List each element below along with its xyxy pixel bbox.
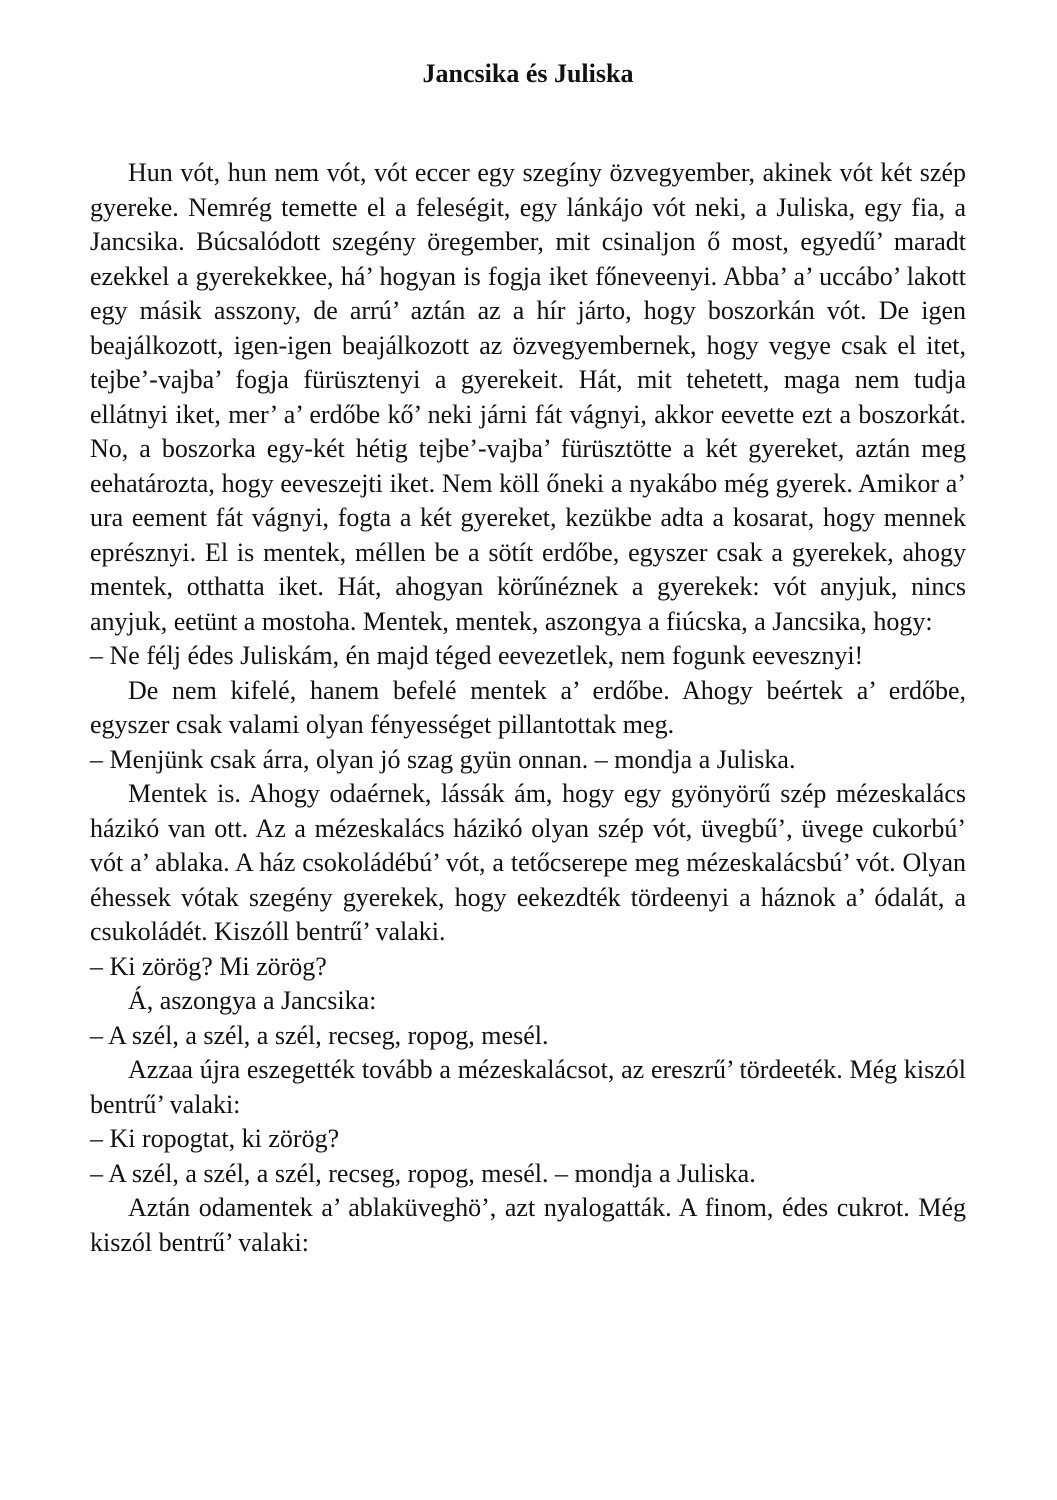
dialogue-line: – Ne félj édes Juliskám, én majd téged eevezetlek, nem fogunk eevesznyi!	[90, 641, 864, 670]
dialogue-line: – Ki zörög? Mi zörög?	[90, 951, 327, 981]
paragraph: Mentek is. Ahogy odaérnek, lássák ám, hogy egy gyönyörű szép mézeskalács házikó van ott. Az a mézeskalács házikó olyan szép vót, üvegbű’, üvege cukorbú’ vót a’ ablaka. A ház csokoládébú’ vót, a tetőcserepe meg mézeskalácsbú’ vót. Olyan éhessek vótak szegény gyerekek, hogy eekezdték tördeenyi a háznok a’ ódalát, a csukoládét. Kiszóll bentrű’ valaki.	[90, 779, 966, 946]
paragraph: Á, aszongya a Jancsika:	[128, 986, 377, 1015]
dialogue-line: – A szél, a szél, a szél, recseg, ropog, mesél. – mondja a Juliska.	[90, 1158, 756, 1188]
dialogue-line: – Menjünk csak árra, olyan jó szag gyün onnan. – mondja a Juliska.	[90, 744, 796, 774]
paragraph: Azzaa újra eszegették tovább a mézeskalácsot, az ereszrű’ tördeeték. Még kiszól bentrű’ valaki:	[90, 1055, 966, 1119]
paragraph: Hun vót, hun nem vót, vót eccer egy szegíny özvegyember, akinek vót két szép gyereke. Nemrég temette el a feleségit, egy lánkájo vót neki, a Juliska, egy fia, a Jancsika. Búcsalódott szegény öregember, mit csinaljon ő most, egyedű’ maradt ezekkel a gyerekekkee, há’ hogyan is fogja iket főneveenyi. Abba’ a’ uccábo’ lakott egy másik asszony, de arrú’ aztán az a hír járto, hogy boszorkán vót. De igen beajálkozott, igen-igen beajálkozott az özvegyembernek, hogy vegye csak el itet, tejbe’-vajba’ fogja fürüsztenyi a gyerekeit. Hát, mit tehetett, maga nem tudja ellátnyi iket, mer’ a’ erdőbe kő’ neki járni fát vágnyi, akkor eevette ezt a boszorkát. No, a boszorka egy-két hétig tejbe’-vajba’ fürüsztötte a két gyereket, aztán meg eehatározta, hogy eeveszejti iket. Nem köll őneki a nyakábo még gyerek. Amikor a’ ura eement fát vágnyi, fogta a két gyereket, kezükbe adta a kosarat, hogy mennek eprésznyi. El is mentek, méllen be a sötít erdőbe, egyszer csak a gyerekek, ahogy mentek, otthatta iket. Hát, ahogyan körűnéznek a gyerekek: vót anyjuk, nincs anyjuk, eetünt a mostoha. Mentek, mentek, aszongya a fiúcska, a Jancsika, hogy:	[90, 158, 966, 636]
story-body	[90, 156, 966, 1260]
page-title: Jancsika és Juliska	[422, 59, 634, 88]
dialogue-line: – A szél, a szél, a szél, recseg, ropog, mesél.	[90, 1020, 549, 1050]
paragraph: De nem kifelé, hanem befelé mentek a’ erdőbe. Ahogy beértek a’ erdőbe, egyszer csak valami olyan fényességet pillantottak meg.	[90, 675, 966, 739]
paragraph: Aztán odamentek a’ ablaküveghö’, azt nyalogatták. A finom, édes cukrot. Még kiszól bentrű’ valaki:	[90, 1193, 966, 1257]
dialogue-line: – Ki ropogtat, ki zörög?	[90, 1124, 340, 1153]
